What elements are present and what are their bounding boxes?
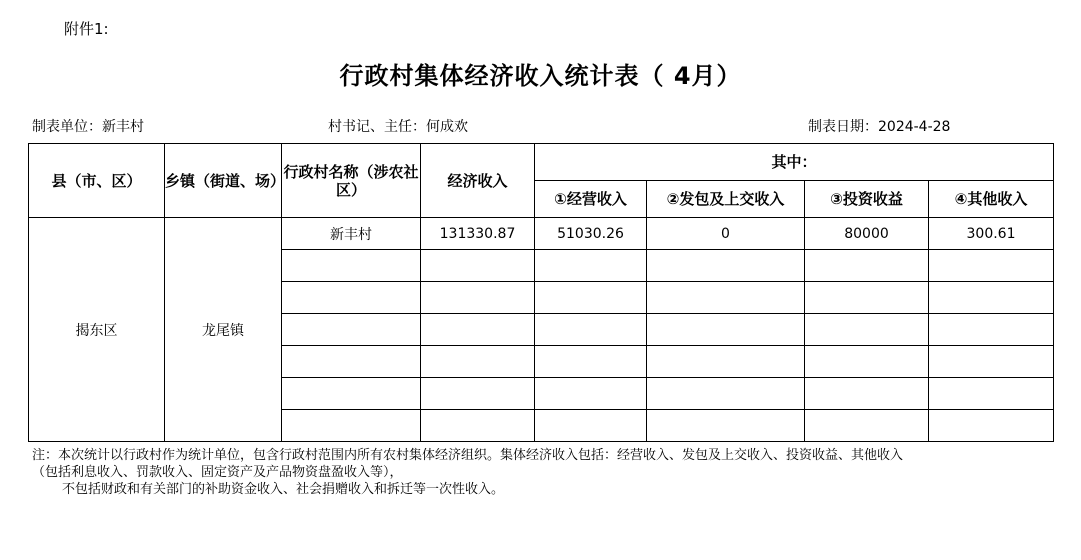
cell-village: 新丰村 (282, 218, 421, 250)
cell-other: 300.61 (929, 218, 1054, 250)
header-among: 其中： (535, 144, 1054, 181)
secretary-label: 村书记、主任：何成欢 (328, 119, 468, 135)
header-town (165, 144, 286, 218)
header-county: 县（市、区） (29, 144, 165, 218)
page-title: 行政村集体经济收入统计表（ 4月） (339, 62, 742, 90)
cell-contract: 0 (647, 218, 805, 250)
date-label: 制表日期：2024-4-28 (808, 119, 951, 135)
cell-town: 龙尾镇 (165, 218, 282, 442)
footnote (32, 447, 1052, 498)
header-operating: ①经营收入 (535, 181, 647, 218)
table-row (29, 218, 1054, 250)
header-investment: ③投资收益 (805, 181, 929, 218)
cell-investment: 80000 (805, 218, 929, 250)
cell-county: 揭东区 (29, 218, 165, 442)
header-income: 经济收入 (421, 144, 535, 218)
header-contract: ②发包及上交收入 (647, 181, 805, 218)
header-other: ④其他收入 (929, 181, 1054, 218)
footnote-line-1: 注：本次统计以行政村作为统计单位，包含行政村范围内所有农村集体经济组织。集体经济收入包括：经营收入、发包及上交收入、投资收益、其他收入 (32, 448, 904, 463)
header-village-text: 行政村名称（涉农社区） (283, 162, 419, 199)
header-town-text: 乡镇（街道、场） (165, 171, 286, 190)
cell-operating: 51030.26 (535, 218, 647, 250)
header-village (282, 144, 421, 218)
unit-label: 制表单位：新丰村 (32, 119, 144, 135)
footnote-line-2: （包括利息收入、罚款收入、固定资产及产品物资盘盈收入等）， (32, 465, 403, 480)
footnote-line-3: 不包括财政和有关部门的补助资金收入、社会捐赠收入和拆迁等一次性收入。 (62, 482, 505, 497)
income-table (28, 143, 1054, 442)
attachment-label: 附件1: (64, 20, 109, 38)
cell-income: 131330.87 (421, 218, 535, 250)
